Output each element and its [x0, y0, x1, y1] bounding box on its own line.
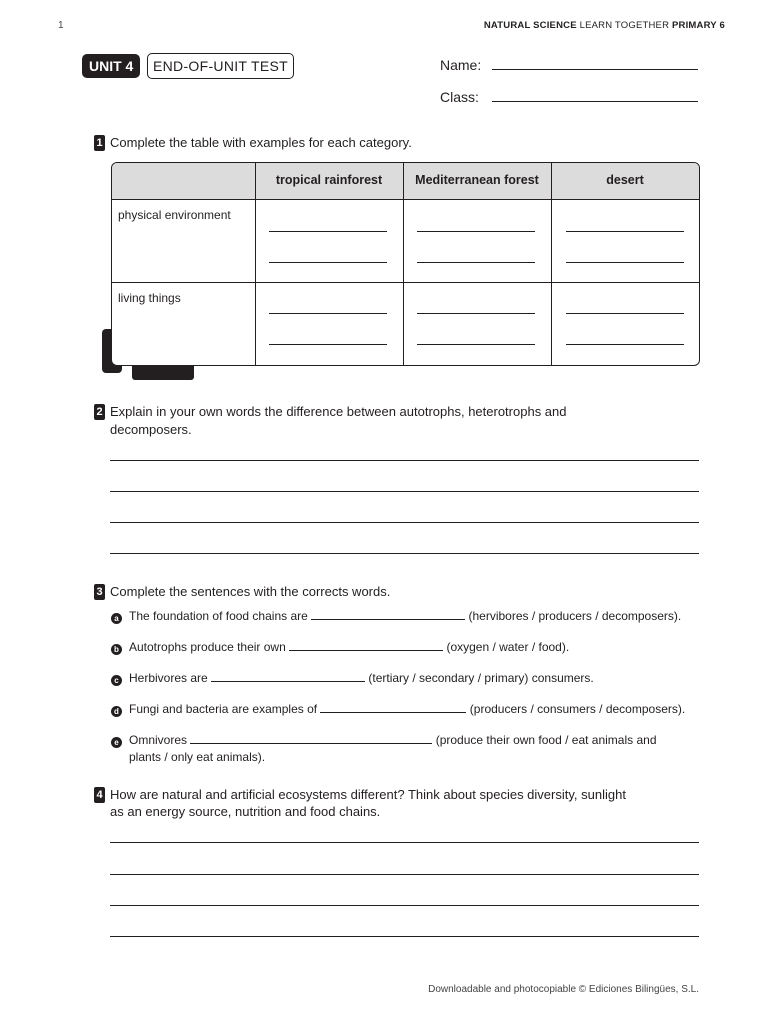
header-series: LEARN TOGETHER [576, 20, 672, 31]
sentence-text: Omnivores [129, 733, 191, 747]
column-header-desert: desert [606, 173, 644, 187]
answer-line[interactable] [566, 262, 684, 263]
header-level: PRIMARY 6 [671, 20, 725, 31]
row-label-living-things: living things [118, 291, 181, 305]
header-subject: NATURAL SCIENCE [483, 20, 577, 31]
table-divider [551, 163, 552, 365]
item-letter-c: c [111, 675, 122, 686]
class-field[interactable] [492, 101, 698, 102]
sentence-e-continued: plants / only eat animals). [129, 750, 266, 764]
answer-line[interactable] [110, 491, 699, 492]
examples-table [111, 162, 700, 366]
question-2-prompt-line-2: decomposers. [110, 422, 192, 437]
sentence-text: Fungi and bacteria are examples of [129, 702, 321, 716]
unit-badge: UNIT 4 [82, 54, 140, 78]
fill-blank[interactable] [320, 701, 466, 713]
answer-line[interactable] [110, 522, 699, 523]
answer-line[interactable] [269, 262, 387, 263]
copyright-footer: Downloadable and photocopiable © Ediciones Bilingües, S.L. [428, 984, 699, 995]
question-4-prompt-line-2: as an energy source, nutrition and food chains. [110, 804, 381, 819]
answer-line[interactable] [110, 936, 699, 937]
question-1-prompt: Complete the table with examples for each category. [110, 135, 412, 150]
class-label: Class: [440, 89, 479, 105]
answer-line[interactable] [417, 262, 535, 263]
question-number-2: 2 [94, 404, 105, 420]
sentence-d [129, 701, 685, 718]
fill-blank[interactable] [311, 608, 465, 620]
sentence-text: Autotrophs produce their own [129, 640, 290, 654]
item-letter-b: b [111, 644, 122, 655]
item-letter-e: e [111, 737, 122, 748]
table-divider [255, 163, 256, 365]
answer-line[interactable] [566, 344, 684, 345]
answer-line[interactable] [417, 344, 535, 345]
fill-blank[interactable] [190, 732, 432, 744]
question-number-4: 4 [94, 787, 105, 803]
question-4-prompt-line-1: How are natural and artificial ecosystems different? Think about species diversity, sunlight [110, 787, 626, 802]
fill-blank[interactable] [211, 670, 365, 682]
sentence-options: (oxygen / water / food). [443, 640, 570, 654]
item-letter-d: d [111, 706, 122, 717]
answer-line[interactable] [269, 231, 387, 232]
answer-line[interactable] [110, 842, 699, 843]
sentence-options: (produce their own food / eat animals and [432, 733, 657, 747]
table-divider [112, 282, 699, 283]
question-2-prompt-line-1: Explain in your own words the difference between autotrophs, heterotrophs and [110, 404, 567, 419]
question-number-3: 3 [94, 584, 105, 600]
answer-line[interactable] [417, 313, 535, 314]
answer-line[interactable] [110, 460, 699, 461]
sentence-text: Herbivores are [129, 671, 212, 685]
sentence-e [129, 732, 657, 749]
fill-blank[interactable] [289, 639, 443, 651]
answer-line[interactable] [566, 313, 684, 314]
answer-line[interactable] [110, 905, 699, 906]
sentence-options: (hervibores / producers / decomposers). [465, 609, 682, 623]
name-field[interactable] [492, 69, 698, 70]
sentence-c [129, 670, 594, 687]
answer-line[interactable] [110, 553, 699, 554]
item-letter-a: a [111, 613, 122, 624]
question-number-1: 1 [94, 135, 105, 151]
column-header-tropical-rainforest: tropical rainforest [275, 173, 383, 187]
sentence-a [129, 608, 681, 625]
answer-line[interactable] [417, 231, 535, 232]
question-3-prompt: Complete the sentences with the corrects words. [110, 584, 391, 599]
column-header-mediterranean-forest: Mediterranean forest [415, 173, 539, 187]
name-label: Name: [440, 57, 482, 73]
answer-line[interactable] [269, 313, 387, 314]
running-header [484, 20, 725, 31]
sentence-b [129, 639, 569, 656]
answer-line[interactable] [110, 874, 699, 875]
answer-line[interactable] [566, 231, 684, 232]
answer-line[interactable] [269, 344, 387, 345]
table-divider [403, 163, 404, 365]
sentence-text: The foundation of food chains are [129, 609, 312, 623]
test-title-badge: END-OF-UNIT TEST [147, 53, 294, 79]
sentence-options: (tertiary / secondary / primary) consumers. [365, 671, 594, 685]
sentence-options: (producers / consumers / decomposers). [466, 702, 686, 716]
page-number: 1 [58, 20, 64, 31]
row-label-physical-environment: physical environment [118, 208, 231, 222]
